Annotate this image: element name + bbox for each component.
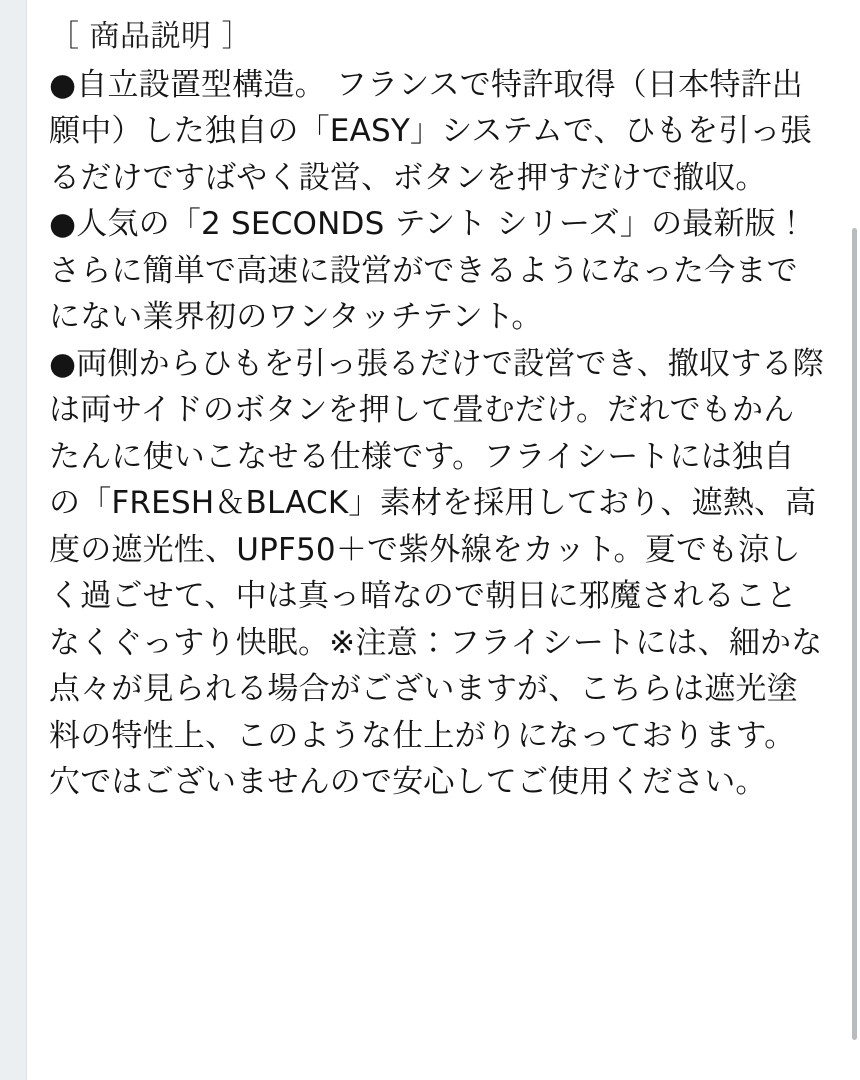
page-title: ［ 商品説明 ］ xyxy=(49,19,253,54)
description-paragraph-3: ●両側からひもを引っ張るだけで設営でき、撤収する際は両サイドのボタンを押して畳むだけ。だれでもかんたんに使いこなせる仕様です。フライシートには独自の「FRESH＆BLACK」素材を採用しており、遮熱、高度の遮光性、UPF50＋で紫外線をカット。夏でも涼しく過ごせて、中は真っ暗なので朝日に邪魔されることなくぐっすり快眠。※注意：フライシートには、細かな点々が見られる場合がございますが、こちらは遮光塗料の特性上、このような仕上がりになっております。穴ではございませんので安心してご使用ください。 xyxy=(49,345,824,801)
description-paragraph-1: ●自立設置型構造。 フランスで特許取得（日本特許出願中）した独自の「EASY」システムで、ひもを引っ張るだけですばやく設営、ボタンを押すだけで撤収。 xyxy=(49,66,812,196)
left-gutter-strip xyxy=(0,0,27,1080)
scrollbar-thumb[interactable] xyxy=(852,228,857,1040)
description-content xyxy=(27,0,846,1080)
description-paragraph-2: ●人気の「2 SECONDS テント シリーズ」の最新版！さらに簡単で高速に設営ができるようになった今までにない業界初のワンタッチテント。 xyxy=(49,206,808,336)
vertical-scrollbar[interactable] xyxy=(848,0,860,1080)
